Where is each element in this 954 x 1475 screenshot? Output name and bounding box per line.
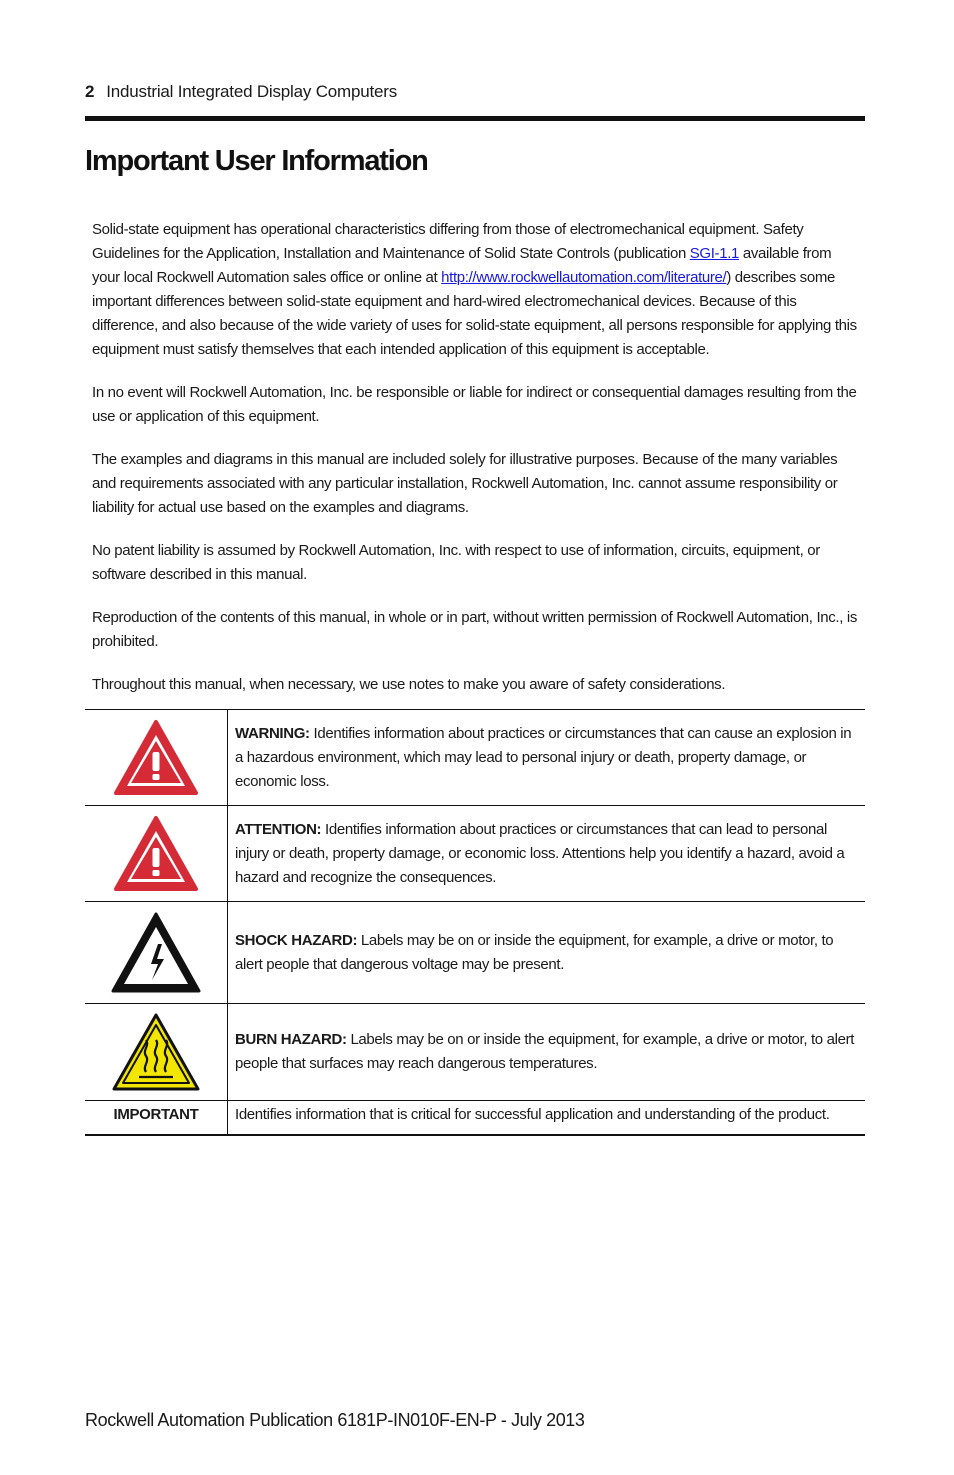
literature-link[interactable]: http://www.rockwellautomation.com/literature/ — [441, 269, 727, 286]
burn-hazard-row — [85, 1004, 865, 1101]
shock-hazard-row — [85, 902, 865, 1004]
running-header — [85, 82, 865, 106]
attention-text: ATTENTION: Identifies information about practices or circumstances that can lead to personal injury or death, property damage, or economic loss. Attentions help you identify a hazard, avoid a hazard and recognize the consequences. — [228, 806, 866, 902]
sgi-link[interactable]: SGI-1.1 — [689, 245, 740, 262]
paragraph-liability: In no event will Rockwell Automation, Inc. be responsible or liable for indirect or consequential damages resulting from the use or application of this equipment. — [92, 384, 857, 425]
burn-hazard-text: BURN HAZARD: Labels may be on or inside the equipment, for example, a drive or motor, to alert people that surfaces may reach dangerous temperatures. — [228, 1004, 866, 1101]
running-title: Industrial Integrated Display Computers — [106, 82, 398, 101]
paragraph-solid-state: Solid-state equipment has operational characteristics differing from those of electromechanical equipment. Safety Guidelines for the Application, Installation and Maintenance of Solid State Controls (publication SGI-1.1 available from your local Rockwell Automation sales office or online at http://www.rockwellautomation.com/literature/) describes some important differences between solid-state equipment and hard-wired electromechanical devices. Because of this difference, and also because of the wide variety of uses for solid-state equipment, all persons responsible for applying this equipment must satisfy themselves that each intended application of this equipment is acceptable. — [92, 221, 857, 358]
shock-hazard-icon — [111, 912, 201, 994]
shock-icon-cell — [85, 902, 228, 1004]
safety-notes-table — [85, 709, 865, 1136]
page-number: 2 — [85, 82, 95, 101]
important-text: Identifies information that is critical for successful application and understanding of the product. — [235, 1106, 830, 1123]
paragraph-notes-intro: Throughout this manual, when necessary, we use notes to make you aware of safety considerations. — [92, 676, 726, 693]
paragraph-patent: No patent liability is assumed by Rockwell Automation, Inc. with respect to use of information, circuits, equipment, or software described in this manual. — [92, 542, 820, 583]
attention-icon-cell — [85, 806, 228, 902]
warning-icon-cell — [85, 710, 228, 806]
attention-row — [85, 806, 865, 902]
important-label: IMPORTANT — [85, 1101, 228, 1136]
paragraph-reproduction: Reproduction of the contents of this manual, in whole or in part, without written permission of Rockwell Automation, Inc., is prohibited. — [92, 609, 857, 650]
warning-row — [85, 710, 865, 806]
warning-triangle-icon — [113, 719, 199, 797]
page-title: Important User Information — [85, 145, 428, 177]
important-row — [85, 1101, 865, 1136]
shock-hazard-text: SHOCK HAZARD: Labels may be on or inside the equipment, for example, a drive or motor, to alert people that dangerous voltage may be present. — [228, 902, 866, 1004]
attention-triangle-icon — [113, 815, 199, 893]
warning-text: WARNING: Identifies information about practices or circumstances that can cause an explosion in a hazardous environment, which may lead to personal injury or death, property damage, or economic loss. — [228, 710, 866, 806]
header-rule — [85, 116, 865, 121]
burn-icon-cell — [85, 1004, 228, 1101]
paragraph-examples: The examples and diagrams in this manual are included solely for illustrative purposes. Because of the many variables and requirements associated with any particular installation, Rockwell Automation, Inc. cannot assume responsibility or liability for actual use based on the examples and diagrams. — [92, 451, 838, 516]
burn-hazard-icon — [111, 1012, 201, 1092]
body-text — [92, 218, 862, 716]
publication-footer: Rockwell Automation Publication 6181P-IN010F-EN-P - July 2013 — [85, 1410, 585, 1430]
